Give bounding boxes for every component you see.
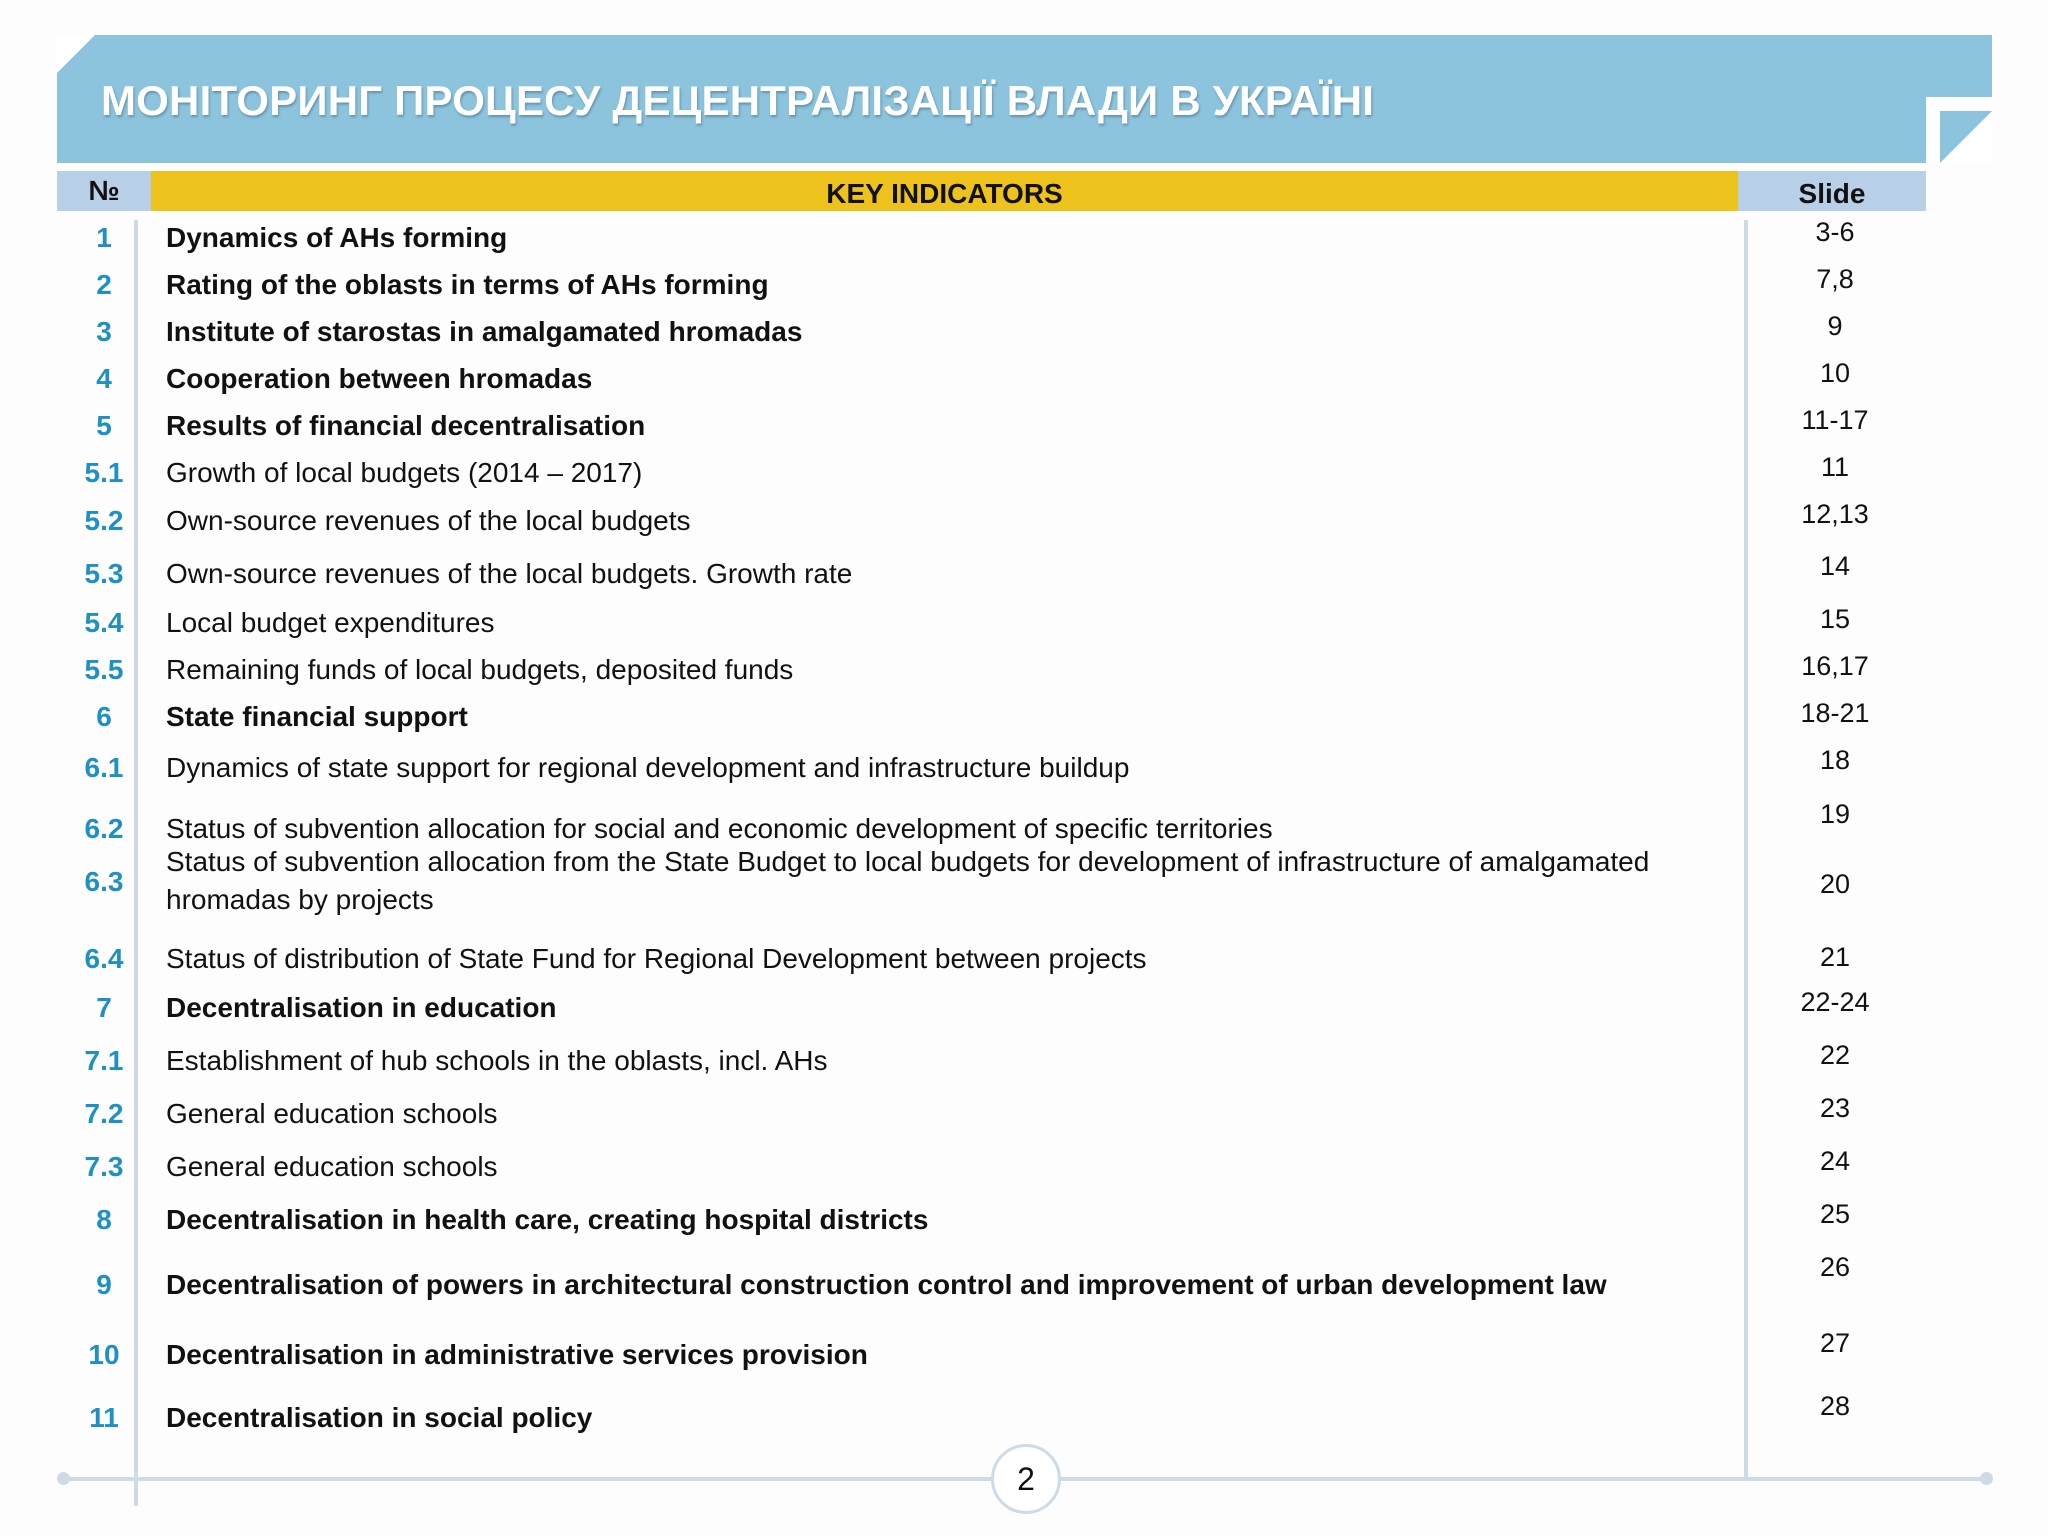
row-number: 7.3 [84,1151,124,1182]
row-indicator-text: Rating of the oblasts in terms of AHs forming [166,269,769,300]
row-number: 3 [96,316,112,347]
row-number: 5.1 [84,457,124,488]
row-indicator-text: Status of subvention allocation for social and economic development of specific territories [166,813,1273,844]
row-slide-number: 20 [1819,869,1851,899]
row-slide-number: 7,8 [1816,264,1854,294]
banner-corner-cut [57,35,95,73]
row-slide-number: 19 [1819,799,1851,829]
row-indicator-text: State financial support [166,701,468,732]
footer-rule-dot-left [57,1472,70,1485]
column-header-number: № [57,171,151,211]
row-slide-number: 24 [1819,1146,1851,1176]
row-number: 4 [96,363,112,394]
page-number: 2 [991,1444,1061,1514]
row-slide-number: 11-17 [1801,405,1869,435]
row-indicator-text: Institute of starostas in amalgamated hromadas [166,316,803,347]
row-number: 6.3 [84,866,124,897]
footer-rule-dot-right [1980,1472,1993,1485]
row-indicator-text: Establishment of hub schools in the oblasts, incl. AHs [166,1045,828,1076]
row-number: 6 [96,701,112,732]
row-slide-number: 16,17 [1801,651,1869,681]
row-slide-number: 14 [1819,551,1851,581]
row-indicator-text: Cooperation between hromadas [166,363,593,394]
row-indicator-text: Status of distribution of State Fund for Regional Development between projects [166,943,1147,974]
row-number: 8 [96,1204,112,1235]
row-indicator-text: Local budget expenditures [166,607,495,638]
row-indicator-text: Decentralisation in education [166,992,557,1023]
row-indicator-text: Own-source revenues of the local budgets [166,505,691,536]
row-number: 9 [96,1269,112,1300]
row-slide-number: 18 [1819,745,1851,775]
row-indicator-text: Decentralisation in social policy [166,1402,593,1433]
row-number: 5.4 [84,607,124,638]
row-indicator-text: Decentralisation in administrative services provision [166,1339,868,1370]
row-indicator-text: General education schools [166,1151,498,1182]
row-number: 6.2 [84,813,124,844]
row-slide-number: 22 [1819,1040,1851,1070]
row-indicator-text: Status of subvention allocation from the State Budget to local budgets for development of infrastructure of amalgamated hromadas by projects [166,846,1650,915]
row-slide-number: 9 [1827,311,1843,341]
column-header-key-indicators: KEY INDICATORS [151,171,1738,211]
row-slide-number: 10 [1819,358,1851,388]
row-slide-number: 23 [1819,1093,1851,1123]
row-number: 6.4 [84,943,124,974]
row-number: 5 [96,410,112,441]
row-indicator-text: Dynamics of AHs forming [166,222,508,253]
row-number: 1 [96,222,112,253]
row-indicator-text: Decentralisation in health care, creating hospital districts [166,1204,929,1235]
row-slide-number: 15 [1819,604,1851,634]
row-number: 7 [96,992,112,1023]
row-indicator-text: General education schools [166,1098,498,1129]
row-number: 11 [89,1402,119,1433]
row-number: 5.2 [84,505,124,536]
row-number: 6.1 [84,752,124,783]
row-indicator-text: Decentralisation of powers in architectural construction control and improvement of urban development law [166,1269,1607,1300]
column-header-slide: Slide [1738,171,1926,211]
row-indicator-text: Remaining funds of local budgets, deposited funds [166,654,794,685]
row-number: 2 [96,269,112,300]
row-slide-number: 28 [1819,1391,1851,1421]
row-slide-number: 21 [1819,942,1851,972]
row-slide-number: 3-6 [1815,217,1855,247]
row-number: 5.5 [84,654,124,685]
row-slide-number: 26 [1819,1252,1851,1282]
row-slide-number: 25 [1819,1199,1851,1229]
row-slide-number: 18-21 [1800,698,1870,728]
banner-notch-triangle [1940,111,1992,163]
row-number: 5.3 [84,558,124,589]
title-banner [57,35,1992,163]
row-number: 7.2 [84,1098,124,1129]
row-slide-number: 27 [1819,1328,1851,1358]
page-title: МОНІТОРИНГ ПРОЦЕСУ ДЕЦЕНТРАЛІЗАЦІЇ ВЛАДИ В УКРАЇНІ [101,77,1375,124]
row-slide-number: 12,13 [1801,499,1869,529]
row-number: 10 [88,1339,120,1370]
row-indicator-text: Own-source revenues of the local budgets. Growth rate [166,558,853,589]
row-indicator-text: Dynamics of state support for regional development and infrastructure buildup [166,752,1130,783]
row-slide-number: 11 [1820,452,1850,482]
row-slide-number: 22-24 [1800,987,1870,1017]
row-number: 7.1 [84,1045,124,1076]
row-indicator-text: Results of financial decentralisation [166,410,646,441]
right-divider [1744,220,1748,1478]
row-indicator-text: Growth of local budgets (2014 – 2017) [166,457,643,488]
